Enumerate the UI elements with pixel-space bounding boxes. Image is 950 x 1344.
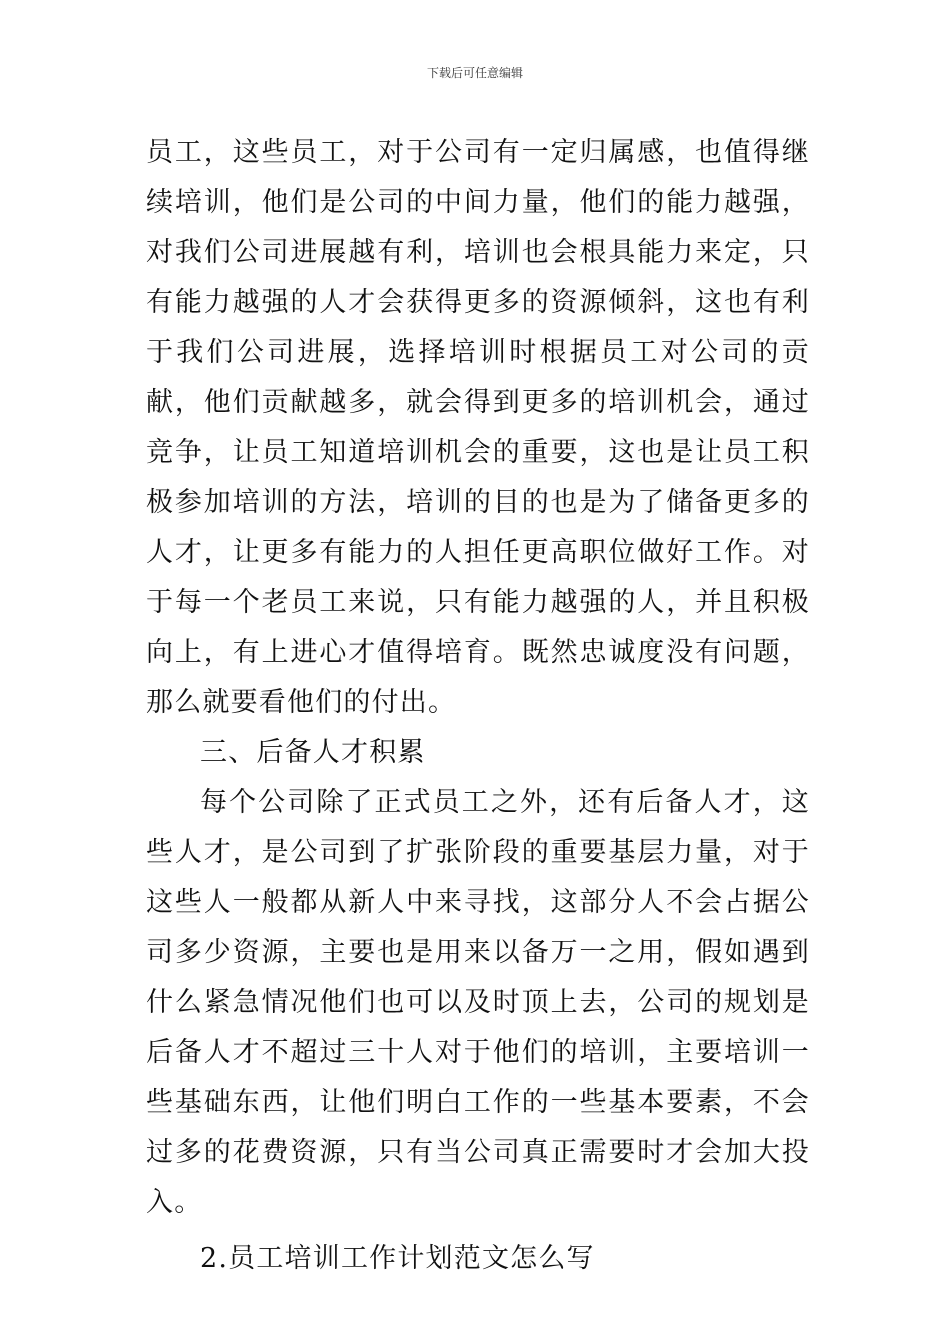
page-header: 下载后可任意编辑 bbox=[426, 66, 523, 80]
document-body bbox=[146, 128, 810, 1284]
paragraph-reserve-talent: 每个公司除了正式员工之外，还有后备人才，这些人才，是公司到了扩张阶段的重要基层力量，对于这些人一般都从新人中来寻找，这部分人不会占据公司多少资源，主要也是用来以备万一之用，假如遇到什么紧急情况他们也可以及时顶上去，公司的规划是后备人才不超过三十人对于他们的培训，主要培训一些基础东西，让他们明白工作的一些基本要素，不会过多的花费资源，只有当公司真正需要时才会加大投入。 bbox=[146, 787, 810, 1218]
section-heading: 三、后备人才积累 bbox=[200, 737, 426, 768]
subsection-heading: 2.员工培训工作计划范文怎么写 bbox=[200, 1243, 595, 1274]
paragraph-continued: 员工，这些员工，对于公司有一定归属感，也值得继续培训，他们是公司的中间力量，他们的能力越强，对我们公司进展越有利，培训也会根具能力来定，只有能力越强的人才会获得更多的资源倾斜，这也有利于我们公司进展，选择培训时根据员工对公司的贡献，他们贡献越多，就会得到更多的培训机会，通过竞争，让员工知道培训机会的重要，这也是让员工积极参加培训的方法，培训的目的也是为了储备更多的人才，让更多有能力的人担任更高职位做好工作。对于每一个老员工来说，只有能力越强的人，并且积极向上，有上进心才值得培育。既然忠诚度没有问题，那么就要看他们的付出。 bbox=[146, 137, 810, 718]
